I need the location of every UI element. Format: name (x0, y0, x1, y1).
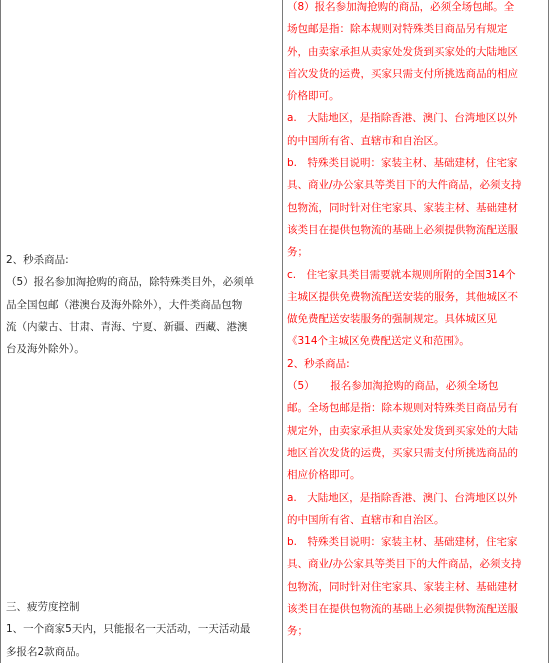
left-column (1, 0, 283, 663)
left-line: 流（内蒙古、甘肃、青海、宁夏、新疆、西藏、港澳 (6, 320, 248, 333)
right-line: 包物流，同时针对住宅家具、家装主材、基础建材 (287, 580, 518, 593)
right-line: 务； (287, 246, 308, 259)
left-line: 台及海外除外）。 (6, 343, 85, 356)
fatigue-control-block (6, 596, 250, 663)
right-text-block (287, 0, 522, 643)
right-line: （5） 报名参加淘抢购的商品，必须全场包 (287, 380, 499, 393)
right-line: 《314个主城区免费配送定义和范围》。 (287, 335, 470, 348)
left-line: 三、疲劳度控制 (6, 601, 80, 613)
right-column (283, 0, 549, 663)
right-line: 邮。全场包邮是指：除本规则对特殊类目商品另有 (287, 402, 518, 415)
seckill-block (6, 249, 254, 360)
right-line: 地区首次发货的运费，买家只需支付所挑选商品的 (287, 446, 518, 459)
left-line: 品全国包邮（港澳台及海外除外），大件类商品包物 (6, 298, 243, 311)
left-line: 多报名2款商品。 (6, 645, 87, 658)
right-line: c. 住宅家具类目需要就本规则所附的全国314个 (287, 268, 516, 281)
right-line: 外，由卖家承担从卖家处发货到买家处的大陆地区 (287, 45, 518, 58)
right-line: b. 特殊类目说明：家装主材、基础建材，住宅家 (287, 157, 518, 170)
right-line: 做免费配送安装服务的强制规定。具体城区见 (287, 313, 497, 326)
right-line: 具、商业/办公家具等类目下的大件商品，必须支持 (287, 179, 522, 192)
right-line: 价格即可。 (287, 90, 340, 103)
right-line: 具、商业/办公家具等类目下的大件商品，必须支持 (287, 558, 522, 571)
left-line: 2、秒杀商品: (6, 254, 69, 266)
right-line: 主城区提供免费物流配送安装的服务，其他城区不 (287, 290, 518, 303)
right-line: （8）报名参加淘抢购的商品，必须全场包邮。全 (287, 1, 515, 13)
right-line: 2、秒杀商品: (287, 357, 350, 370)
right-line: 务； (287, 625, 308, 638)
right-line: 规定外，由卖家承担从卖家处发货到买家处的大陆 (287, 424, 518, 437)
right-line: 该类目在提供包物流的基础上必须提供物流配送服 (287, 603, 518, 616)
right-line: 包物流，同时针对住宅家具、家装主材、基础建材 (287, 201, 518, 214)
right-line: 相应价格即可。 (287, 469, 361, 482)
left-line: （5）报名参加淘抢购的商品，除特殊类目外，必须单 (6, 276, 255, 289)
right-line: b. 特殊类目说明：家装主材、基础建材，住宅家 (287, 536, 518, 549)
right-line: 首次发货的运费，买家只需支付所挑选商品的相应 (287, 67, 518, 80)
left-line: 1、一个商家5天内，只能报名一天活动，一天活动最 (6, 623, 251, 636)
right-line: 该类目在提供包物流的基础上必须提供物流配送服 (287, 223, 518, 236)
right-line: a. 大陆地区，是指除香港、澳门、台湾地区以外 (287, 491, 518, 504)
right-line: 场包邮是指：除本规则对特殊类目商品另有规定 (287, 23, 508, 36)
right-line: 的中国所有省、直辖市和自治区。 (287, 134, 445, 147)
right-line: 的中国所有省、直辖市和自治区。 (287, 513, 445, 526)
right-line: a. 大陆地区，是指除香港、澳门、台湾地区以外 (287, 112, 518, 125)
